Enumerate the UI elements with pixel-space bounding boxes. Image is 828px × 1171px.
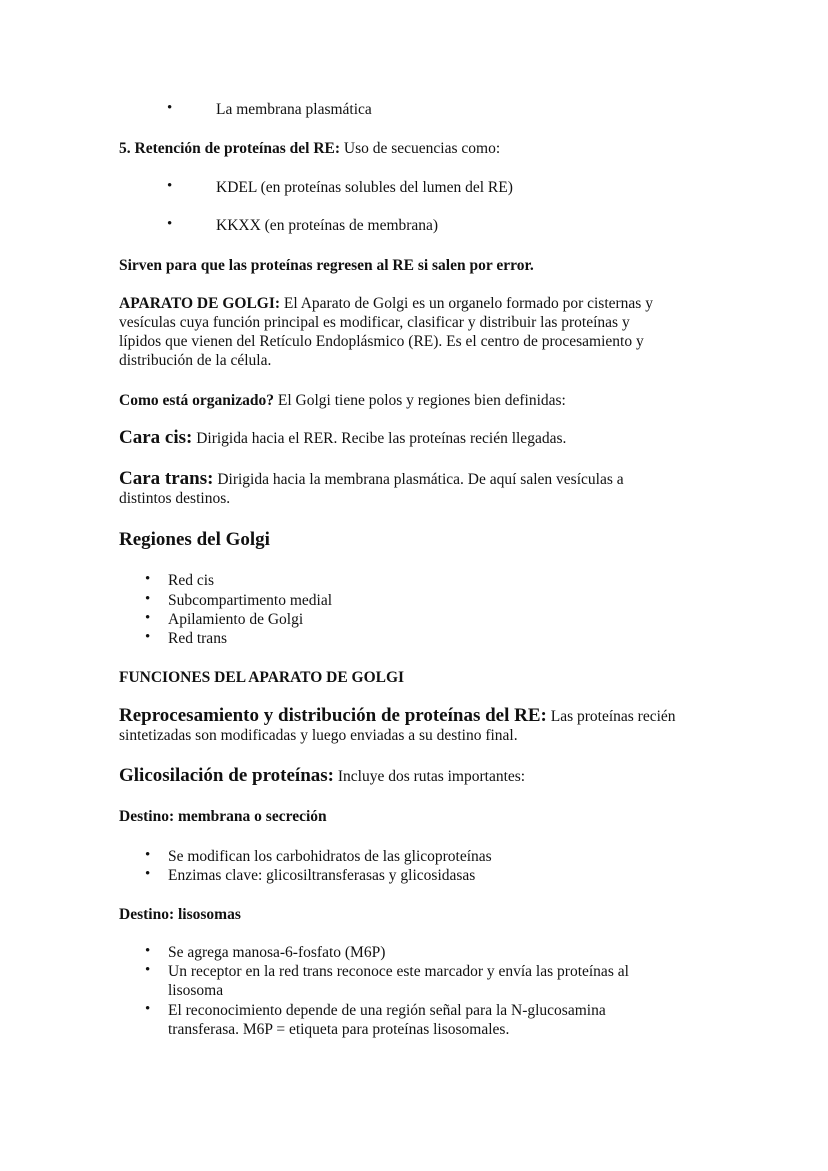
list-item: KDEL (en proteínas solubles del lumen del RE)	[216, 179, 513, 196]
regiones-heading: Regiones del Golgi	[119, 529, 270, 550]
list-item: El reconocimiento depende de una región señal para la N-glucosamina	[168, 1002, 606, 1019]
glicosilacion-text: Incluye dos rutas importantes:	[333, 768, 526, 785]
bullet-icon: •	[167, 216, 173, 232]
reprocesamiento-text: Las proteínas recién	[546, 708, 676, 725]
retencion-heading: 5. Retención de proteínas del RE:	[119, 140, 341, 157]
list-item: Enzimas clave: glicosiltransferasas y glicosidasas	[168, 867, 476, 884]
golgi-intro-paragraph	[119, 294, 719, 370]
retencion-text: Uso de secuencias como:	[340, 140, 501, 157]
cara-cis-text: Dirigida hacia el RER. Recibe las proteínas recién llegadas.	[192, 430, 567, 447]
bullet-icon: •	[145, 866, 151, 882]
list-item: Apilamiento de Golgi	[168, 611, 304, 628]
list-item: lisosoma	[168, 982, 224, 999]
bullet-icon: •	[145, 610, 151, 626]
cara-cis-paragraph	[119, 428, 719, 448]
reprocesamiento-paragraph	[119, 706, 739, 745]
bullet-icon: •	[145, 591, 151, 607]
golgi-heading: APARATO DE GOLGI:	[119, 295, 281, 312]
bullet-icon: •	[167, 178, 173, 194]
funciones-heading: FUNCIONES DEL APARATO DE GOLGI	[119, 669, 405, 686]
list-item: Un receptor en la red trans reconoce este marcador y envía las proteínas al	[168, 963, 629, 980]
cara-cis-heading: Cara cis:	[119, 427, 193, 448]
reprocesamiento-heading: Reprocesamiento y distribución de proteínas del RE:	[119, 705, 547, 726]
bullet-icon: •	[145, 847, 151, 863]
list-item: Subcompartimento medial	[168, 592, 333, 609]
list-item: KKXX (en proteínas de membrana)	[216, 217, 439, 234]
list-item: Red trans	[168, 630, 227, 647]
organizado-text: El Golgi tiene polos y regiones bien definidas:	[274, 392, 566, 409]
golgi-line: vesículas cuya función principal es modificar, clasificar y distribuir las proteínas y	[119, 314, 630, 331]
bullet-icon: •	[145, 943, 151, 959]
bullet-icon: •	[145, 629, 151, 645]
cara-trans-text: distintos destinos.	[119, 490, 231, 507]
retencion-paragraph	[119, 139, 719, 158]
list-item: Red cis	[168, 572, 215, 589]
cara-trans-text: Dirigida hacia la membrana plasmática. De aquí salen vesículas a	[213, 471, 624, 488]
glicosilacion-paragraph	[119, 766, 719, 786]
organizado-paragraph	[119, 391, 719, 410]
bullet-icon: •	[167, 100, 173, 116]
organizado-heading: Como está organizado?	[119, 392, 274, 409]
golgi-line: lípidos que vienen del Retículo Endoplásmico (RE). Es el centro de procesamiento y	[119, 333, 644, 350]
bullet-icon: •	[145, 571, 151, 587]
destino-membrana-heading: Destino: membrana o secreción	[119, 808, 327, 825]
destino-lisosomas-heading: Destino: lisosomas	[119, 906, 241, 923]
golgi-line: El Aparato de Golgi es un organelo formado por cisternas y	[280, 295, 653, 312]
glicosilacion-heading: Glicosilación de proteínas:	[119, 765, 334, 786]
golgi-line: distribución de la célula.	[119, 352, 272, 369]
cara-trans-heading: Cara trans:	[119, 468, 214, 489]
list-item: Se agrega manosa-6-fosfato (M6P)	[168, 944, 386, 961]
cara-trans-paragraph	[119, 469, 719, 508]
list-item: transferasa. M6P = etiqueta para proteínas lisosomales.	[168, 1021, 510, 1038]
reprocesamiento-text: sintetizadas son modificadas y luego enviadas a su destino final.	[119, 727, 518, 744]
list-item: La membrana plasmática	[216, 101, 372, 118]
sirven-statement: Sirven para que las proteínas regresen al RE si salen por error.	[119, 257, 534, 274]
list-item: Se modifican los carbohidratos de las glicoproteínas	[168, 848, 492, 865]
bullet-icon: •	[145, 962, 151, 978]
bullet-icon: •	[145, 1001, 151, 1017]
